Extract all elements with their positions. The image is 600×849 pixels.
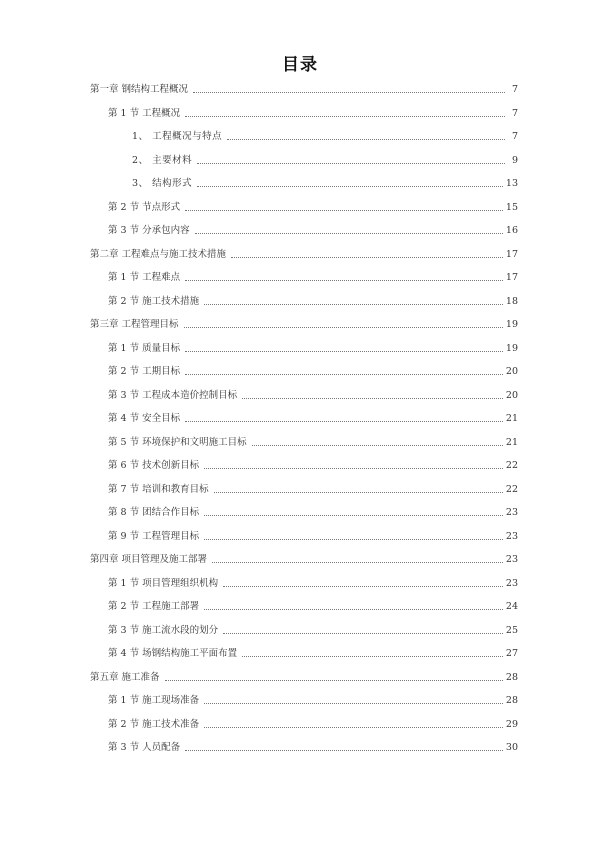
toc-entry[interactable] (108, 433, 518, 449)
toc-entry-page: 21 (505, 413, 518, 424)
toc-entry-page: 7 (511, 107, 518, 119)
toc-entry-page: 23 (505, 507, 518, 518)
dot-leader (185, 279, 503, 281)
toc-entry[interactable] (132, 174, 518, 190)
dot-leader (165, 679, 503, 681)
toc-entry-page: 17 (505, 248, 518, 260)
toc-entry[interactable] (108, 621, 518, 637)
toc-entry-label: 第 7 节 培训和教育目标 (108, 483, 209, 495)
dot-leader (184, 326, 503, 328)
dot-leader (242, 397, 503, 399)
toc-entry-page: 19 (505, 319, 518, 330)
toc-entry[interactable] (108, 597, 518, 613)
toc-entry-label: 第 2 节 工期目标 (108, 366, 181, 377)
toc-entry[interactable] (90, 80, 518, 96)
toc-entry-page: 20 (505, 366, 518, 377)
dot-leader (197, 185, 503, 187)
toc-entry-label: 第 1 节 施工现场准备 (108, 695, 200, 706)
dot-leader (204, 514, 503, 516)
toc-entry[interactable] (108, 738, 518, 754)
toc-entry-label: 第二章 工程难点与施工技术措施 (90, 248, 227, 260)
dot-leader (185, 749, 503, 751)
dot-leader (204, 303, 503, 305)
toc-entry[interactable] (108, 386, 518, 402)
toc-entry-page: 30 (505, 742, 518, 753)
toc-entry-label: 第 2 节 施工技术措施 (108, 295, 200, 307)
dot-leader (195, 232, 503, 234)
toc-entry-label: 第四章 项目管理及施工部署 (90, 554, 208, 565)
toc-entry-label: 第 1 节 质量目标 (108, 342, 181, 354)
toc-entry-page: 22 (505, 483, 518, 495)
toc-entry-page: 27 (505, 648, 518, 659)
toc-entry-page: 23 (505, 577, 518, 589)
toc-entry-label: 第 1 节 工程难点 (108, 272, 181, 283)
dot-leader (212, 561, 503, 563)
toc-entry[interactable] (108, 480, 518, 496)
toc-entry[interactable] (108, 362, 518, 378)
toc-entry-page: 16 (505, 225, 518, 236)
dot-leader (231, 256, 503, 258)
toc-entry-label: 第 1 节 项目管理组织机构 (108, 577, 219, 589)
toc-entry-label: 第 3 节 人员配备 (108, 742, 181, 753)
dot-leader (227, 138, 505, 140)
toc-entry-label: 第 1 节 工程概况 (108, 107, 181, 119)
dot-leader (204, 702, 503, 704)
toc-entry[interactable] (108, 456, 518, 472)
toc-entry-label: 第三章 工程管理目标 (90, 319, 179, 330)
toc-entry-label: 第 3 节 分承包内容 (108, 225, 190, 236)
toc-entry[interactable] (108, 221, 518, 237)
dot-leader (185, 420, 503, 422)
toc-entry-page: 29 (505, 718, 518, 730)
toc-entry-page: 7 (511, 131, 518, 142)
toc-entry-label: 第 4 节 场钢结构施工平面布置 (108, 648, 238, 659)
dot-leader (214, 491, 503, 493)
toc-entry-label: 第一章 钢结构工程概况 (90, 84, 189, 95)
toc-entry[interactable] (108, 644, 518, 660)
dot-leader (223, 585, 503, 587)
dot-leader (204, 726, 503, 728)
dot-leader (185, 373, 503, 375)
toc-entry[interactable] (108, 409, 518, 425)
toc-entry[interactable] (108, 292, 518, 308)
dot-leader (193, 91, 505, 93)
toc-entry[interactable] (108, 715, 518, 731)
toc-entry-label: 第 9 节 工程管理目标 (108, 530, 200, 542)
toc-entry-label: 第 8 节 团结合作目标 (108, 507, 200, 518)
toc-entry[interactable] (108, 574, 518, 590)
toc-entry-label: 第 4 节 安全目标 (108, 413, 181, 424)
dot-leader (204, 608, 503, 610)
toc-entry-page: 20 (505, 389, 518, 401)
toc-entry[interactable] (108, 198, 518, 214)
toc-entry-page: 17 (505, 272, 518, 283)
toc-entry-label: 第 6 节 技术创新目标 (108, 460, 200, 471)
toc-entry-label: 第 5 节 环境保护和文明施工目标 (108, 436, 247, 448)
dot-leader (185, 350, 503, 352)
toc-entry-label: 1、 工程概况与特点 (132, 131, 223, 142)
toc-entry-label: 第 2 节 施工技术准备 (108, 718, 200, 730)
toc-entry-page: 15 (505, 201, 518, 213)
toc-entry[interactable] (132, 127, 518, 143)
toc-entry[interactable] (90, 315, 518, 331)
toc-entry-page: 18 (505, 295, 518, 307)
toc-entry-page: 25 (505, 624, 518, 636)
toc-entry[interactable] (108, 527, 518, 543)
toc-entry-label: 3、 结构形式 (132, 178, 193, 189)
toc-entry[interactable] (108, 104, 518, 120)
dot-leader (242, 655, 503, 657)
dot-leader (204, 538, 503, 540)
toc-entry-label: 第 2 节 节点形式 (108, 201, 181, 213)
toc-entry[interactable] (90, 668, 518, 684)
toc-entry-page: 21 (505, 436, 518, 448)
toc-entry-label: 第五章 施工准备 (90, 671, 160, 683)
toc-entry-label: 第 3 节 施工流水段的划分 (108, 624, 219, 636)
dot-leader (185, 209, 503, 211)
toc-entry-label: 2、 主要材料 (132, 154, 193, 166)
toc-entry-page: 28 (505, 671, 518, 683)
toc-entry-page: 13 (505, 178, 518, 189)
toc-title: 目录 (282, 55, 318, 75)
toc-entry-label: 第 2 节 工程施工部署 (108, 601, 200, 612)
toc-entry-page: 7 (511, 84, 518, 95)
toc-entry-page: 23 (505, 554, 518, 565)
toc-entry[interactable] (108, 691, 518, 707)
toc-entry[interactable] (108, 339, 518, 355)
toc-entry-page: 23 (505, 530, 518, 542)
toc-entry[interactable] (90, 245, 518, 261)
toc-entry[interactable] (108, 268, 518, 284)
toc-entry-label: 第 3 节 工程成本造价控制目标 (108, 389, 238, 401)
toc-entry-page: 24 (505, 601, 518, 612)
dot-leader (223, 632, 503, 634)
dot-leader (252, 444, 503, 446)
toc-entry[interactable] (132, 151, 518, 167)
dot-leader (204, 467, 503, 469)
toc-entry[interactable] (108, 503, 518, 519)
toc-entry-page: 22 (505, 460, 518, 471)
toc-entry-page: 28 (505, 695, 518, 706)
toc-entry-page: 19 (505, 342, 518, 354)
toc-entry-page: 9 (511, 154, 518, 166)
dot-leader (197, 162, 505, 164)
toc-entry[interactable] (90, 550, 518, 566)
dot-leader (185, 115, 505, 117)
